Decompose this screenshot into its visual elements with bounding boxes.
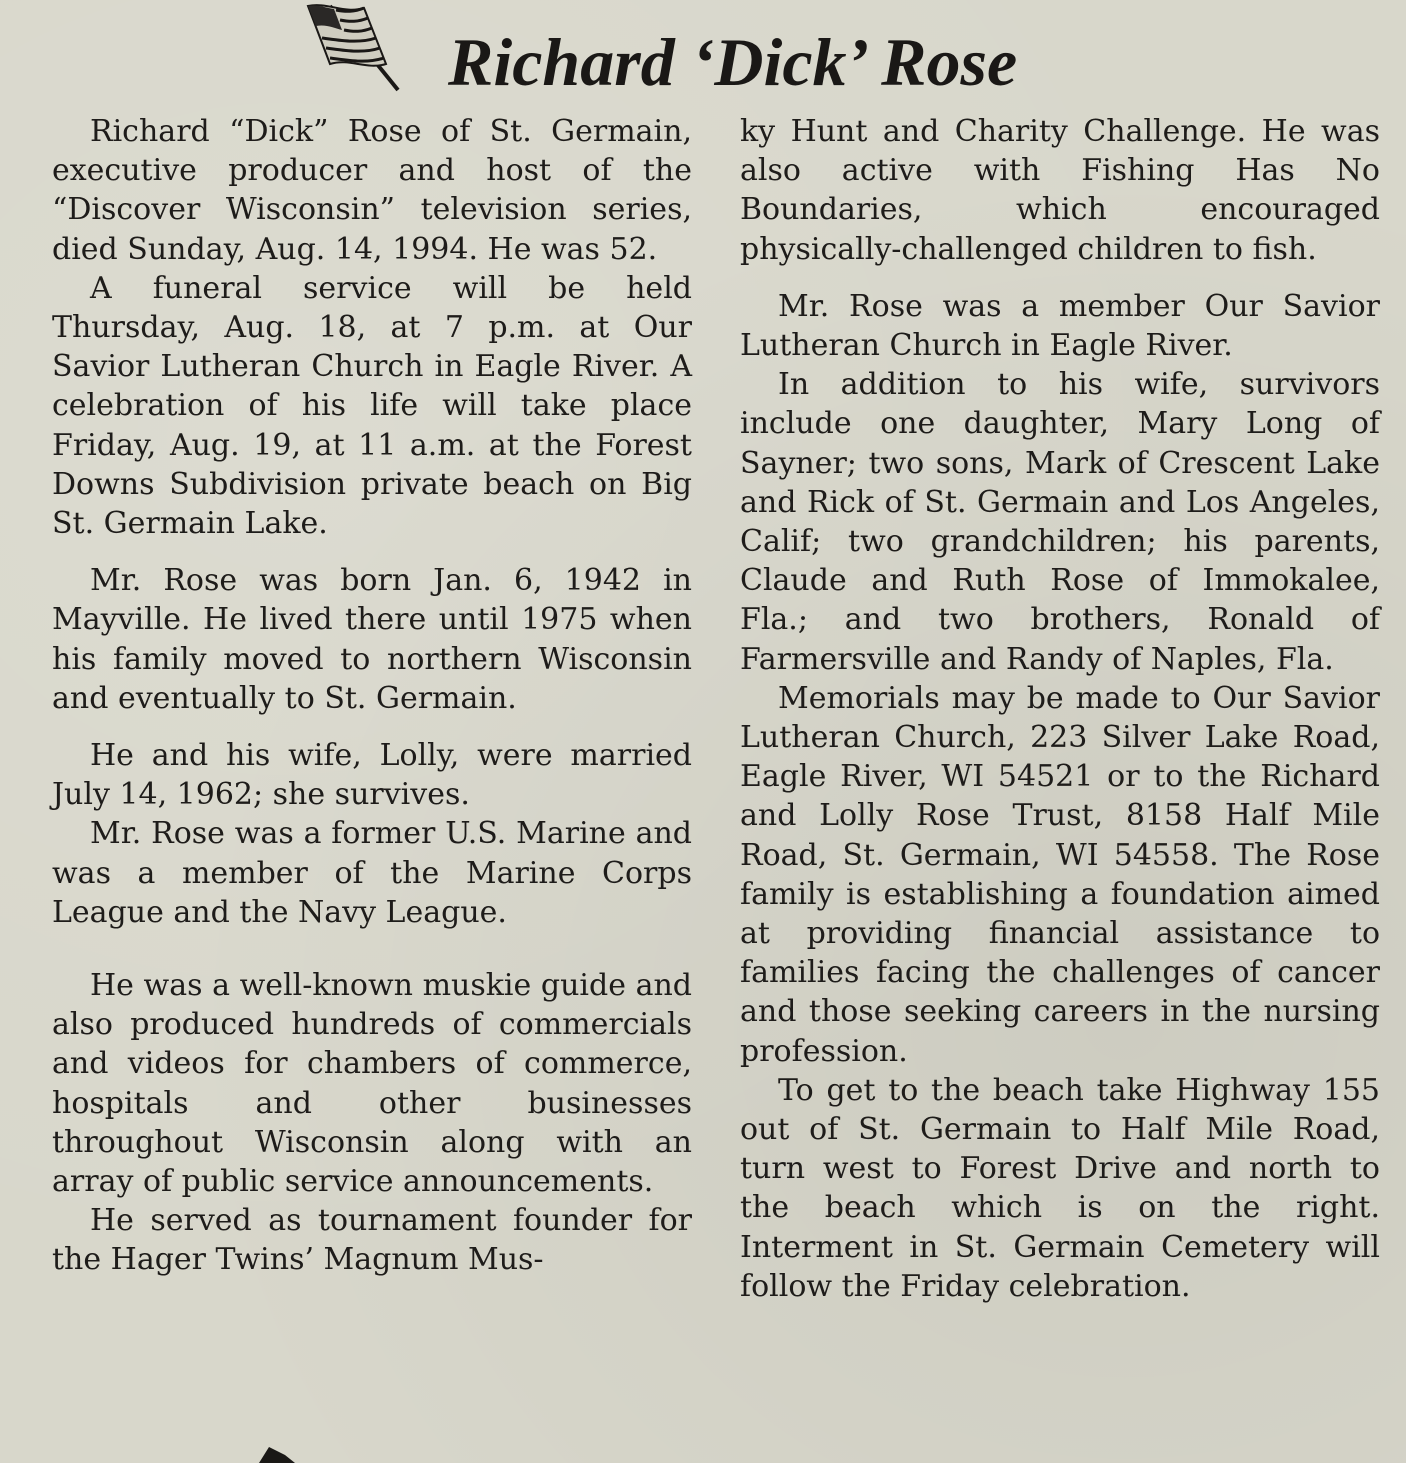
paragraph: Mr. Rose was a member Our Savior Lutheran Church in Eagle River. <box>740 288 1380 364</box>
paragraph: To get to the beach take Highway 155 out of St. Germain to Half Mile Road, turn west to Forest Drive and north to the beach which is on the right. Interment in St. Germain Cemetery will follow the Friday celebration. <box>740 1072 1380 1304</box>
left-column <box>52 112 692 1280</box>
paragraph: He was a well-known muskie guide and also produced hundreds of commercials and videos for chambers of commerce, hospitals and other businesses throughout Wisconsin along with an array of public service announcements. <box>52 968 692 1200</box>
right-column <box>740 112 1380 1306</box>
paragraph: ky Hunt and Charity Challenge. He was also active with Fishing Has No Boundaries, which encouraged physically-challenged children to fish. <box>740 114 1380 267</box>
flag-fragment-icon <box>255 1445 295 1463</box>
american-flag-icon <box>300 0 410 92</box>
paragraph: Richard “Dick” Rose of St. Germain, executive producer and host of the “Discover Wisconsin” television series, died Sunday, Aug. 14, 1994. He was 52. <box>52 114 692 267</box>
paragraph: He and his wife, Lolly, were married July 14, 1962; she survives. <box>52 738 692 813</box>
paragraph: Memorials may be made to Our Savior Lutheran Church, 223 Silver Lake Road, Eagle River, WI 54521 or to the Richard and Lolly Rose Trust, 8158 Half Mile Road, St. Germain, WI 54558. The Rose family is establishing a foundation aimed at providing financial assistance to families facing the challenges of cancer and those seeking careers in the nursing profession. <box>740 680 1380 1069</box>
paragraph: He served as tournament founder for the Hager Twins’ Magnum Mus- <box>52 1203 692 1278</box>
paragraph: A funeral service will be held Thursday, Aug. 18, at 7 p.m. at Our Savior Lutheran Church in Eagle River. A celebration of his life will take place Friday, Aug. 19, at 11 a.m. at the Forest Downs Subdivision private beach on Big St. Germain Lake. <box>52 270 692 542</box>
paragraph: In addition to his wife, survivors include one daughter, Mary Long of Sayner; two sons, Mark of Crescent Lake and Rick of St. Germain and Los Angeles, Calif; two grandchildren; his parents, Claude and Ruth Rose of Immokalee, Fla.; and two brothers, Ronald of Farmersville and Randy of Naples, Fla. <box>740 367 1380 677</box>
paragraph: Mr. Rose was born Jan. 6, 1942 in Mayville. He lived there until 1975 when his family moved to northern Wisconsin and eventually to St. Germain. <box>52 563 692 716</box>
paragraph: Mr. Rose was a former U.S. Marine and was a member of the Marine Corps League and the Navy League. <box>52 816 692 930</box>
headline: Richard ‘Dick’ Rose <box>448 24 1018 100</box>
